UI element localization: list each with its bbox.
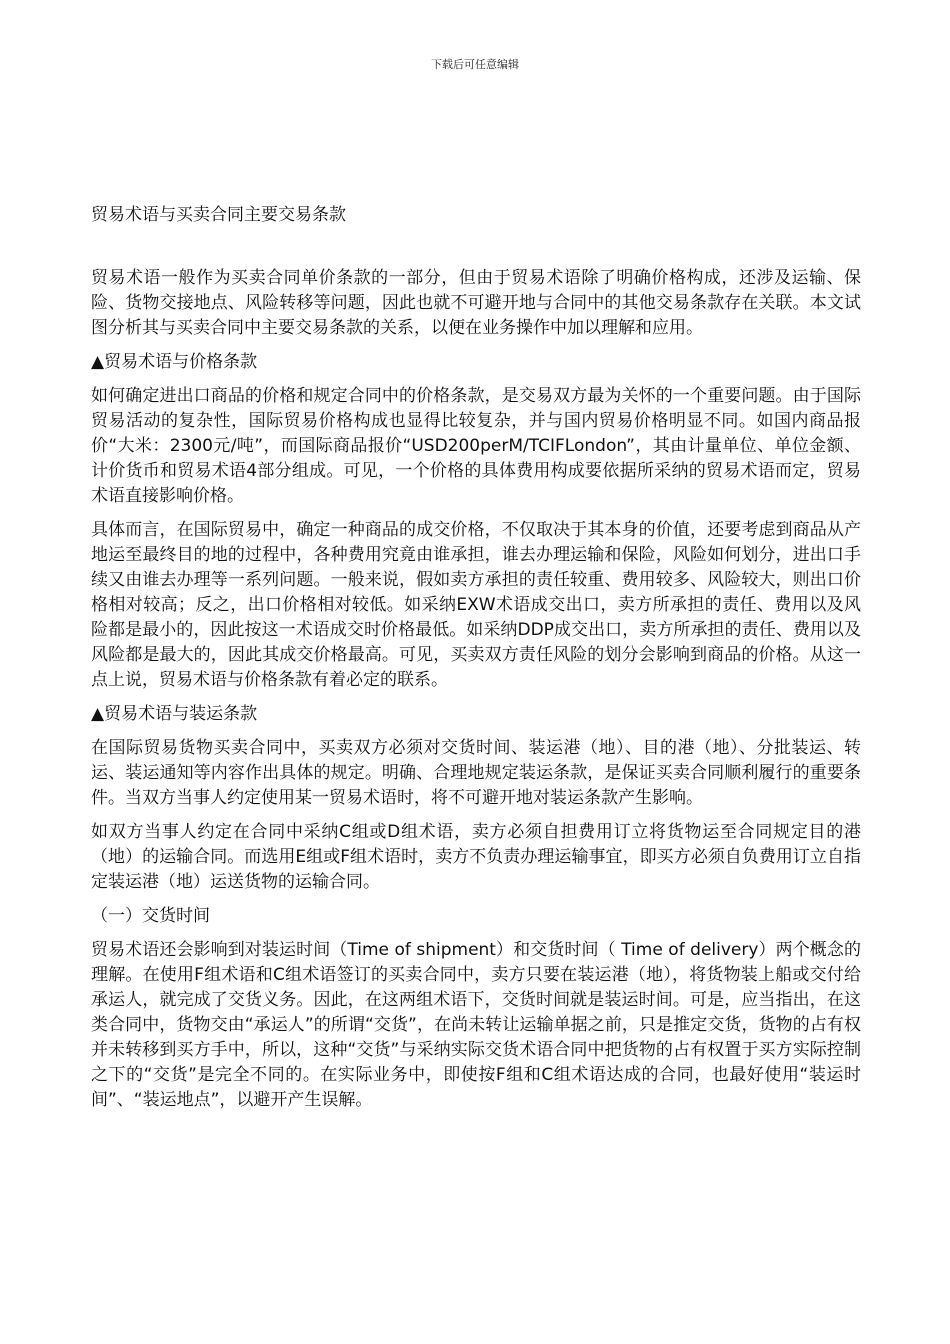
paragraph-delivery-time: 贸易术语还会影响到对装运时间（Time of shipment）和交货时间（ Time of delivery）两个概念的理解。在使用F组术语和C组术语签订的买卖合同中，卖方只要在装运港（地），将货物装上船或交付给承运人，就完成了交货义务。因此，在这两组术语下，交货时间就是装运时间。可是，应当指出，在这类合同中，货物交由“承运人”的所谓“交货”，在尚未转让运输单据之前，只是推定交货，货物的占有权并未转移到买方手中，所以，这种“交货”与采纳实际交货术语合同中把货物的占有权置于买方实际控制之下的“交货”是完全不同的。在实际业务中，即使按F组和C组术语达成的合同，也最好使用“装运时间”、“装运地点”，以避开产生误解。	[91, 940, 861, 1110]
document-title: 贸易术语与买卖合同主要交易条款	[91, 205, 346, 225]
section-heading-shipment: ▲贸易术语与装运条款	[91, 704, 258, 724]
document-body	[91, 200, 861, 1122]
paragraph-price-2: 具体而言，在国际贸易中，确定一种商品的成交价格，不仅取决于其本身的价值，还要考虑到商品从产地运至最终目的地的过程中，各种费用究竟由谁承担，谁去办理运输和保险，风险如何划分，进出口手续又由谁去办理等一系列问题。一般来说，假如卖方承担的责任较重、费用较多、风险较大，则出口价格相对较高；反之，出口价格相对较低。如采纳EXW术语成交出口，卖方所承担的责任、费用以及风险都是最小的，因此按这一术语成交时价格最低。如采纳DDP成交出口，卖方所承担的责任、费用以及风险都是最大的，因此其成交价格最高。可见，买卖双方责任风险的划分会影响到商品的价格。从这一点上说，贸易术语与价格条款有着必定的联系。	[91, 520, 861, 690]
paragraph-price-1: 如何确定进出口商品的价格和规定合同中的价格条款，是交易双方最为关怀的一个重要问题。由于国际贸易活动的复杂性，国际贸易价格构成也显得比较复杂，并与国内贸易价格明显不同。如国内商品报价“大米：2300元/吨”，而国际商品报价“USD200perM/TCIFLondon”，其由计量单位、单位金额、计价货币和贸易术语4部分组成。可见，一个价格的具体费用构成要依据所采纳的贸易术语而定，贸易术语直接影响价格。	[91, 386, 861, 506]
page-header: 下载后可任意编辑	[431, 58, 519, 71]
subsection-heading-delivery-time: （一）交货时间	[91, 906, 210, 926]
paragraph-shipment-1: 在国际贸易货物买卖合同中，买卖双方必须对交货时间、装运港（地）、目的港（地）、分批装运、转运、装运通知等内容作出具体的规定。明确、合理地规定装运条款，是保证买卖合同顺利履行的重要条件。当双方当事人约定使用某一贸易术语时，将不可避开地对装运条款产生影响。	[91, 738, 861, 808]
paragraph-intro: 贸易术语一般作为买卖合同单价条款的一部分，但由于贸易术语除了明确价格构成，还涉及运输、保险、货物交接地点、风险转移等问题，因此也就不可避开地与合同中的其他交易条款存在关联。本文试图分析其与买卖合同中主要交易条款的关系，以便在业务操作中加以理解和应用。	[91, 268, 861, 338]
section-heading-price: ▲贸易术语与价格条款	[91, 352, 258, 372]
paragraph-shipment-2: 如双方当事人约定在合同中采纳C组或D组术语，卖方必须自担费用订立将货物运至合同规定目的港（地）的运输合同。而选用E组或F组术语时，卖方不负责办理运输事宜，即买方必须自负费用订立自指定装运港（地）运送货物的运输合同。	[91, 822, 861, 892]
